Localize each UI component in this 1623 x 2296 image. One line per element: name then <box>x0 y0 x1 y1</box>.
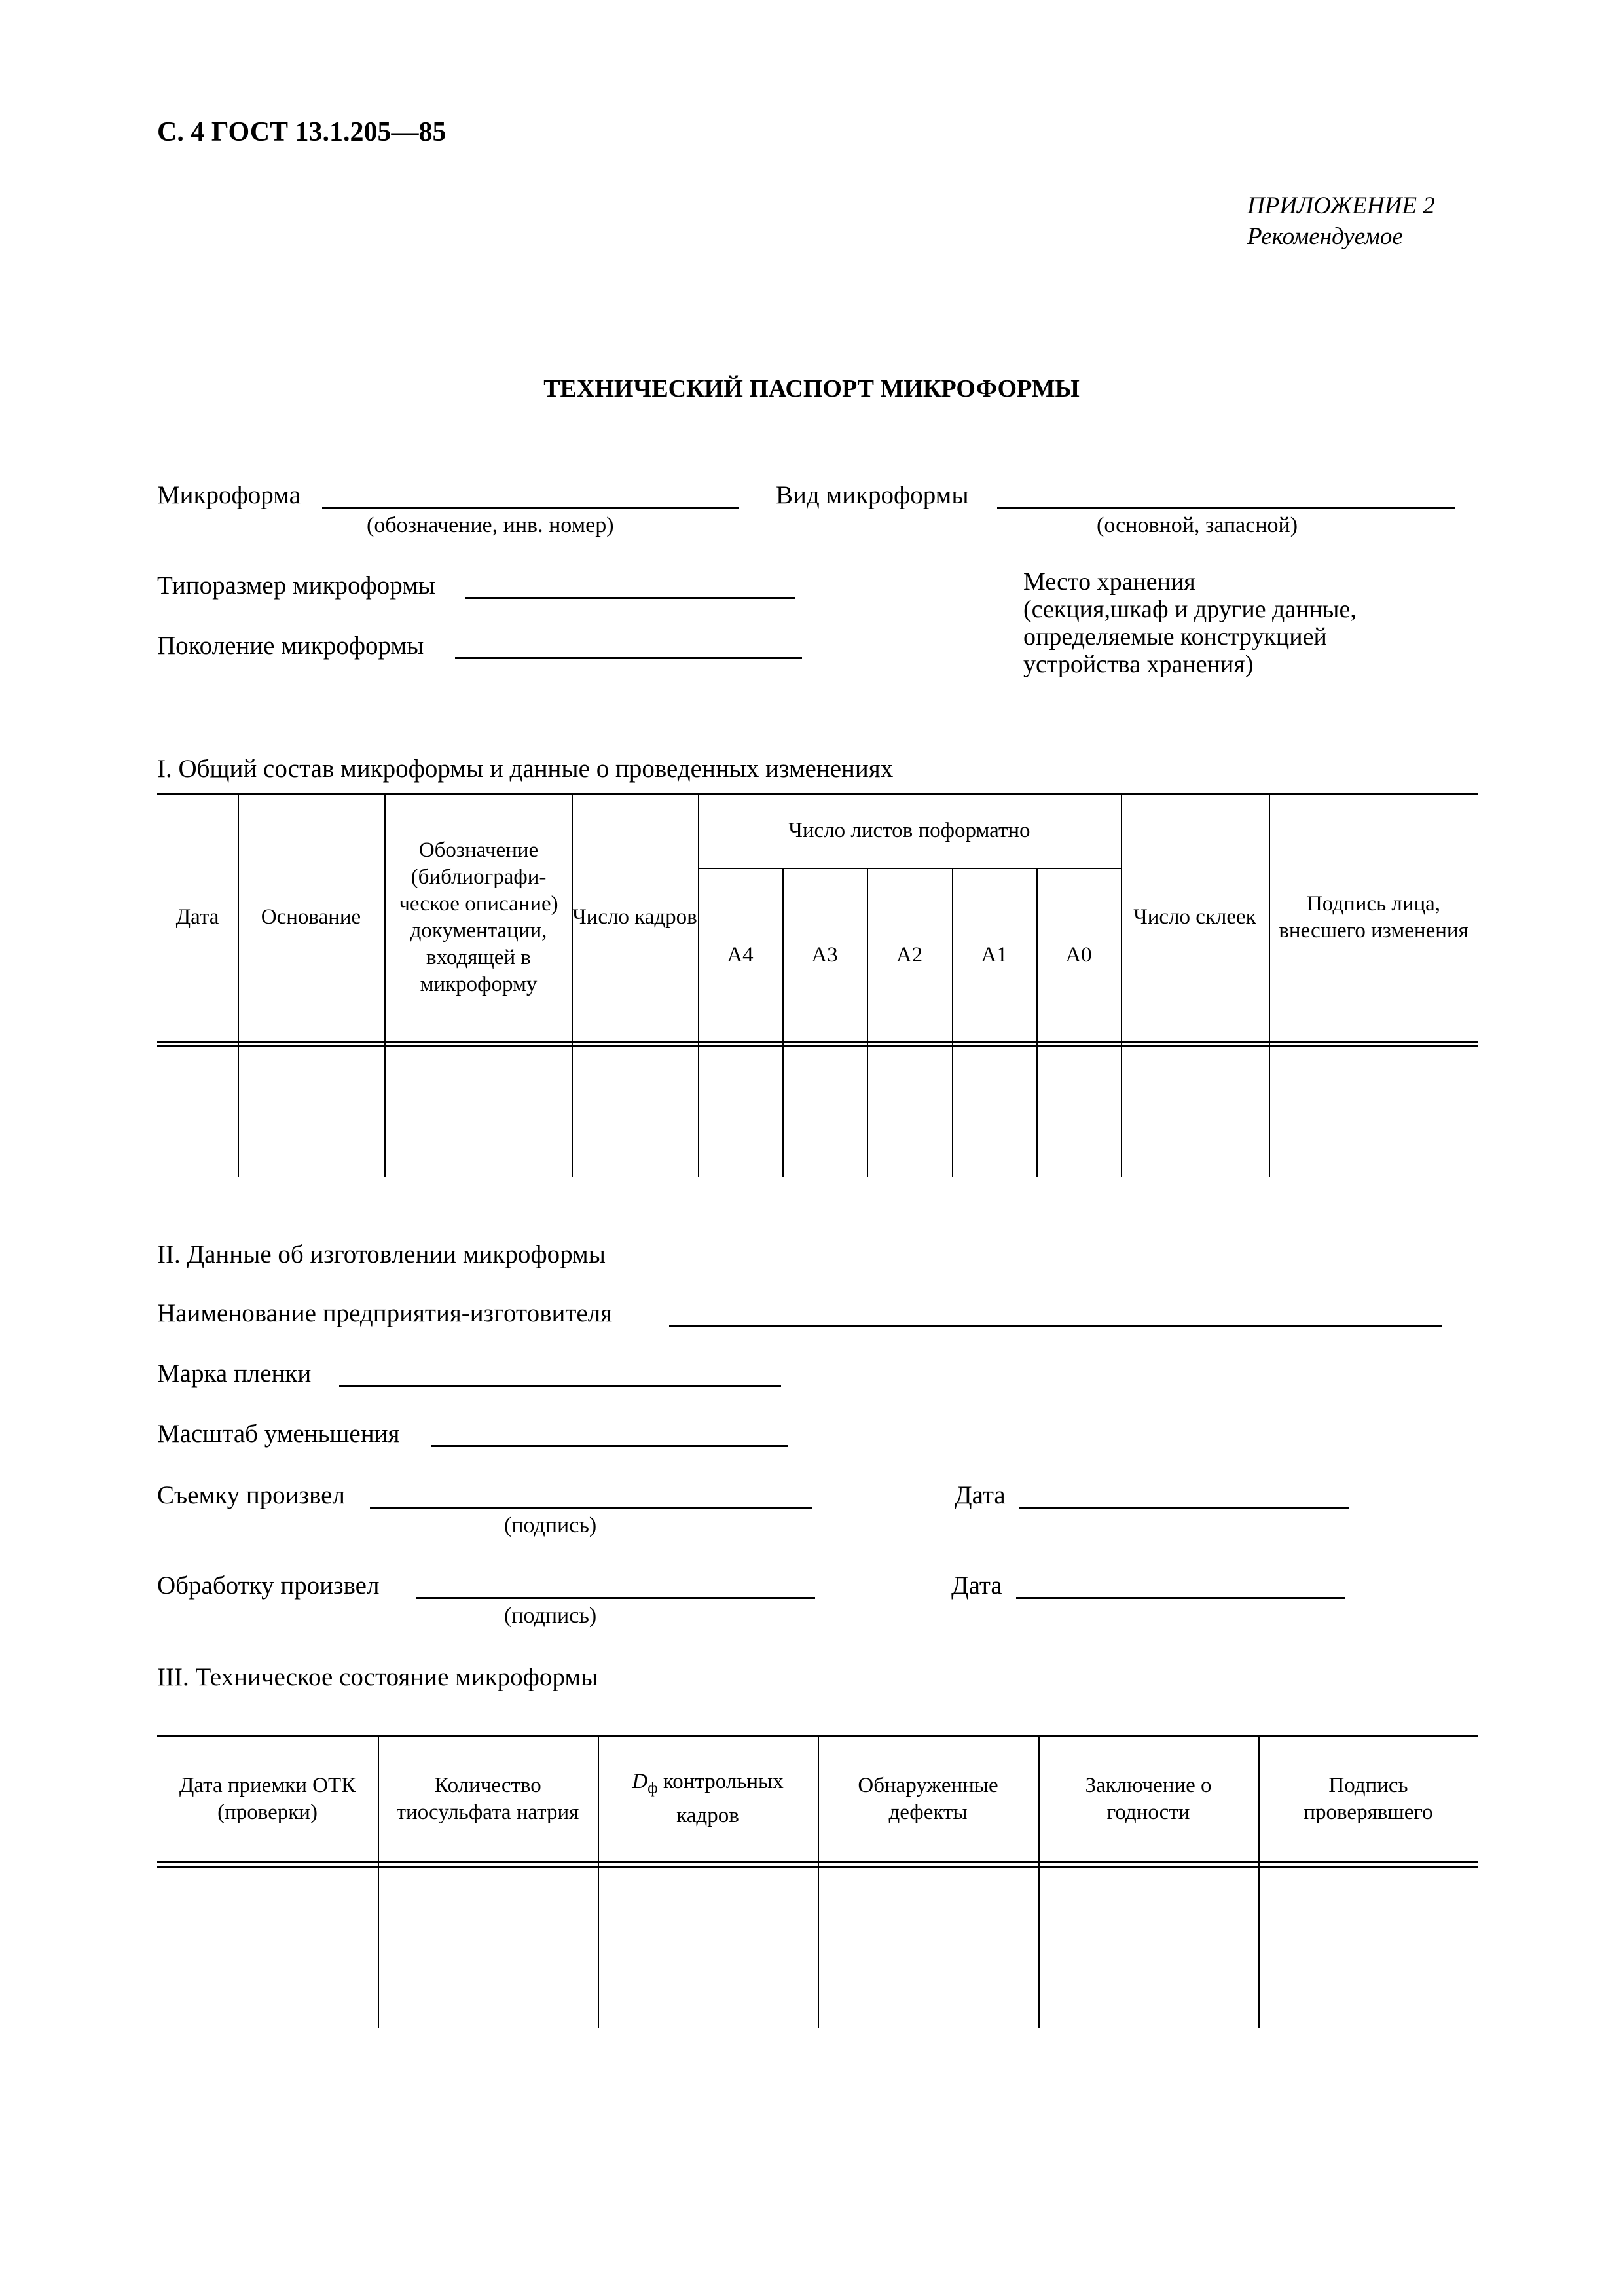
size-label: Типоразмер микроформы <box>157 571 436 600</box>
page-reference: С. 4 ГОСТ 13.1.205—85 <box>157 117 447 147</box>
col-header-format-a1: А1 <box>981 942 1008 967</box>
density-subscript: ф <box>647 1780 658 1797</box>
col-header-signature: Подпись лица, внесшего изменения <box>1279 891 1468 942</box>
col-header-format-a0: А0 <box>1065 942 1092 967</box>
storage-line: Место хранения <box>1023 568 1195 596</box>
microform-label: Микроформа <box>157 481 301 509</box>
scale-label: Масштаб уменьшения <box>157 1420 400 1448</box>
col-header-format-a2: А2 <box>896 942 923 967</box>
col-header-inspector: Подпись проверявшего <box>1304 1773 1433 1824</box>
generation-label: Поколение микроформы <box>157 632 424 660</box>
col-header-otk-date: Дата приемки ОТК (проверки) <box>179 1773 356 1824</box>
section1-heading: I. Общий состав микроформы и данные о проведенных изменениях <box>157 755 894 783</box>
col-header-designation: Обозначение (библиографи-ческое описание) документации, входящей в микроформу <box>399 838 558 996</box>
density-text: контрольных кадров <box>663 1770 784 1827</box>
kind-label: Вид микроформы <box>776 481 969 509</box>
col-header-sheets-group: Число листов поформатно <box>788 819 1030 842</box>
manufacturer-label: Наименование предприятия-изготовителя <box>157 1299 613 1327</box>
shot-date-label: Дата <box>955 1481 1006 1509</box>
storage-line: (секция,шкаф и другие данные, <box>1023 596 1357 623</box>
section2-heading: II. Данные об изготовлении микроформы <box>157 1240 606 1268</box>
shot-by-label: Съемку произвел <box>157 1481 345 1509</box>
kind-hint: (основной, запасной) <box>1097 513 1298 537</box>
section3-heading: III. Техническое состояние микроформы <box>157 1663 598 1691</box>
microform-hint: (обозначение, инв. номер) <box>367 513 614 537</box>
processed-by-label: Обработку произвел <box>157 1571 380 1600</box>
density-symbol: D <box>632 1770 648 1794</box>
col-header-splices: Число склеек <box>1133 905 1256 929</box>
col-header-date: Дата <box>175 905 219 929</box>
col-header-basis: Основание <box>261 905 361 929</box>
appendix-status: Рекомендуемое <box>1247 223 1403 250</box>
table3-data-row[interactable] <box>157 1868 1478 2028</box>
col-header-density <box>608 1736 808 1861</box>
shot-by-hint: (подпись) <box>504 1513 597 1537</box>
processed-by-hint: (подпись) <box>504 1604 597 1628</box>
storage-line: устройства хранения) <box>1023 651 1254 678</box>
col-header-format-a3: А3 <box>811 942 838 967</box>
document-title: ТЕХНИЧЕСКИЙ ПАСПОРТ МИКРОФОРМЫ <box>543 375 1080 403</box>
storage-line: определяемые конструкцией <box>1023 623 1327 651</box>
col-header-defects: Обнаруженные дефекты <box>858 1773 998 1824</box>
col-header-conclusion: Заключение о годности <box>1085 1773 1212 1824</box>
col-header-frames: Число кадров <box>572 905 697 929</box>
col-header-thiosulfate: Количество тиосульфата натрия <box>396 1773 579 1824</box>
col-header-format-a4: А4 <box>727 942 754 967</box>
appendix-label: ПРИЛОЖЕНИЕ 2 <box>1247 192 1435 219</box>
film-label: Марка пленки <box>157 1359 312 1388</box>
processed-date-label: Дата <box>951 1571 1002 1600</box>
